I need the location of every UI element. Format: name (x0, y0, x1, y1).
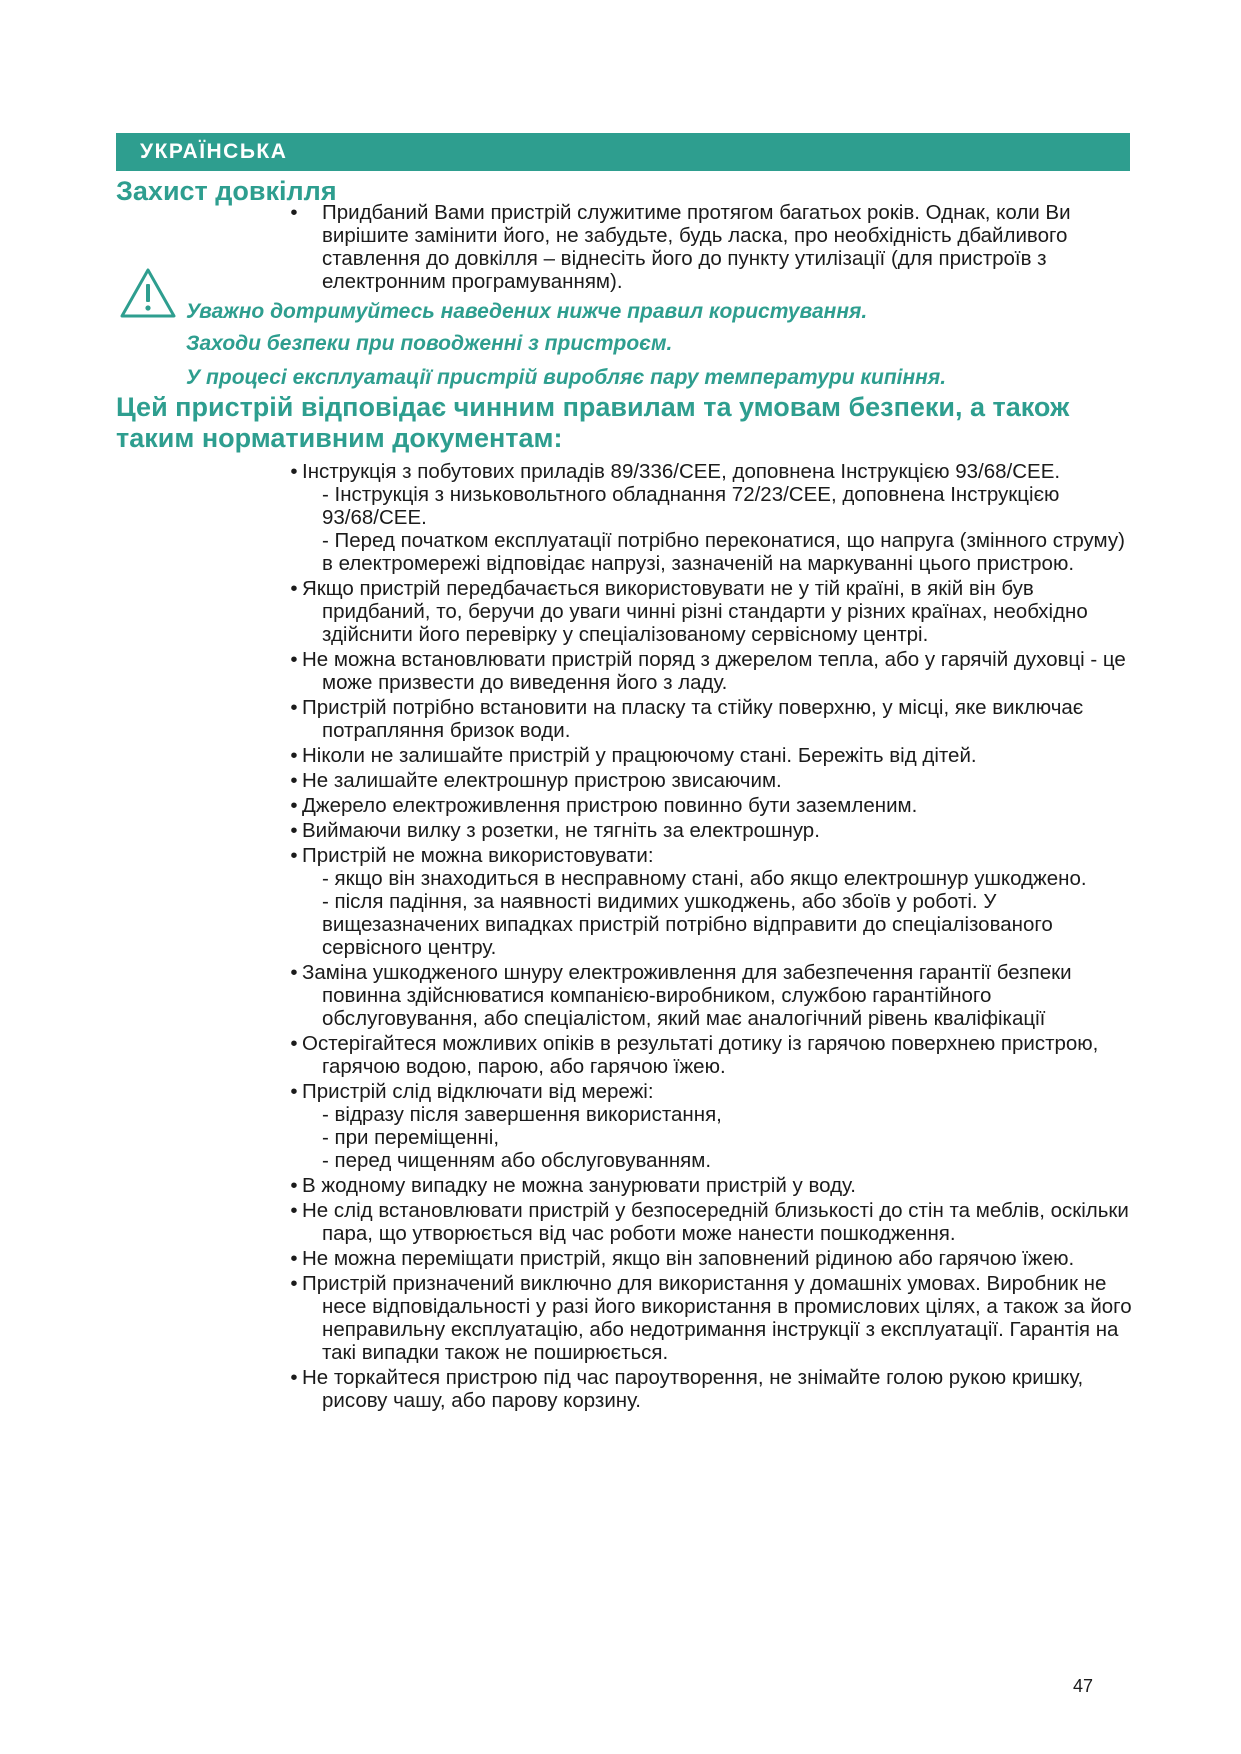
list-item-text: Не слід встановлювати пристрій у безпосередній близькості до стін та меблів, оскільки пара, що утворюється від час роботи може нанести пошкодження. (302, 1199, 1129, 1245)
language-header-bar (116, 133, 1130, 171)
list-item-text: Пристрій слід відключати від мережі: (302, 1080, 654, 1103)
bullet: • (290, 769, 298, 792)
list-item (288, 1199, 1138, 1245)
list-item-text: Заміна ушкодженого шнуру електроживлення для забезпечення гарантії безпеки повинна здійснюватися компанією-виробником, службою гарантійного обслуговування, або спеціалістом, який має аналогічний рівень кваліфікації (302, 961, 1072, 1030)
list-item-text: Якщо пристрій передбачається використовувати не у тій країні, в якій він був придбаний, то, беручи до уваги чинні різні стандарти у різних країнах, необхідно здійснити його перевірку у спеціалізованому сервісному центрі. (302, 577, 1088, 646)
list-item (288, 696, 1138, 742)
list-item (288, 648, 1138, 694)
list-item-text: Джерело електроживлення пристрою повинно бути заземленим. (302, 794, 918, 817)
list-subitem: - відразу після завершення використання, (322, 1103, 722, 1126)
list-item (288, 1247, 1138, 1270)
list-item (288, 1366, 1138, 1412)
list-item (288, 460, 1138, 575)
list-item (288, 1032, 1138, 1078)
list-item (288, 794, 1138, 817)
environment-heading: Захист довкілля (116, 176, 337, 206)
list-item-text: Ніколи не залишайте пристрій у працюючому стані. Бережіть від дітей. (302, 744, 977, 767)
list-item-text: Не можна переміщати пристрій, якщо він заповнений рідиною або гарячою їжею. (302, 1247, 1075, 1270)
compliance-heading: Цей пристрій відповідає чинним правилам та умовам безпеки, а також таким нормативним документам: (116, 392, 1070, 453)
list-item-text: Пристрій призначений виключно для використання у домашніх умовах. Виробник не несе відповідальності у разі його використання в промислових цілях, а також за його неправильну експлуатацію, або недотримання інструкції з експлуатації. Гарантія на такі випадки також не поширюється. (302, 1272, 1132, 1364)
bullet: • (290, 794, 298, 817)
list-item (288, 201, 1138, 293)
bullet: • (290, 648, 298, 671)
environment-text: Придбаний Вами пристрій служитиме протягом багатьох років. Однак, коли Ви вирішите замінити його, не забудьте, будь ласка, про необхідність дбайливого ставлення до довкілля – віднесіть його до пункту утилізації (для пристроїв з електронним програмуванням). (322, 201, 1071, 293)
list-subitem: - перед чищенням або обслуговуванням. (322, 1149, 712, 1172)
bullet: • (290, 460, 298, 483)
list-item-text: Пристрій не можна використовувати: (302, 844, 654, 867)
warning-text-2: Заходи безпеки при поводженні з пристроєм. (186, 332, 673, 355)
bullet: • (290, 1080, 298, 1103)
list-subitem: - Перед початком експлуатації потрібно переконатися, що напруга (змінного струму) в електромережі відповідає напрузі, зазначеній на маркуванні цього пристрою. (322, 529, 1125, 575)
bullet: • (290, 1032, 298, 1055)
environment-paragraph (288, 201, 1138, 295)
bullet: • (290, 744, 298, 767)
bullet: • (290, 1272, 298, 1295)
bullet: • (290, 844, 298, 867)
list-item (288, 744, 1138, 767)
list-item-text: В жодному випадку не можна занурювати пристрій у воду. (302, 1174, 856, 1197)
list-subitem: - Інструкція з низьковольтного обладнання 72/23/CEE, доповнена Інструкцією 93/68/CEE. (322, 483, 1060, 529)
list-item-text: Інструкція з побутових приладів 89/336/CEE, доповнена Інструкцією 93/68/CEE. (302, 460, 1061, 483)
page-number: 47 (1073, 1676, 1094, 1696)
list-item (288, 819, 1138, 842)
language-label: УКРАЇНСЬКА (140, 140, 288, 163)
list-item (288, 577, 1138, 646)
list-subitem: - якщо він знаходиться в несправному стані, або якщо електрошнур ушкоджено. (322, 867, 1087, 890)
bullet: • (290, 1199, 298, 1222)
bullet: • (290, 1247, 298, 1270)
bullet: • (290, 1174, 298, 1197)
bullet: • (290, 201, 298, 224)
list-item-text: Остерігайтеся можливих опіків в результаті дотику із гарячою поверхнею пристрою, гарячою водою, парою, або гарячою їжею. (302, 1032, 1099, 1078)
safety-list (288, 460, 1138, 1414)
list-item (288, 844, 1138, 959)
bullet: • (290, 961, 298, 984)
list-item-text: Виймаючи вилку з розетки, не тягніть за електрошнур. (302, 819, 820, 842)
bullet: • (290, 819, 298, 842)
list-item (288, 961, 1138, 1030)
list-item (288, 1174, 1138, 1197)
list-item (288, 1272, 1138, 1364)
list-item-text: Не залишайте електрошнур пристрою звисаючим. (302, 769, 782, 792)
warning-triangle-icon (119, 267, 177, 319)
bullet: • (290, 1366, 298, 1389)
list-subitem: - при переміщенні, (322, 1126, 500, 1149)
list-item-text: Не торкайтеся пристрою під час пароутворення, не знімайте голою рукою кришку, рисову чашу, або парову корзину. (302, 1366, 1084, 1412)
list-item (288, 1080, 1138, 1172)
list-item-text: Пристрій потрібно встановити на пласку та стійку поверхню, у місці, яке виключає потрапляння бризок води. (302, 696, 1084, 742)
bullet: • (290, 577, 298, 600)
list-item-text: Не можна встановлювати пристрій поряд з джерелом тепла, або у гарячій духовці - це може призвести до виведення його з ладу. (302, 648, 1126, 694)
warning-text-3: У процесі експлуатації пристрій виробляє пару температури кипіння. (186, 366, 947, 389)
list-subitem: - після падіння, за наявності видимих ушкоджень, або збоїв у роботі. У вищезазначених випадках пристрій потрібно відправити до спеціалізованого сервісного центру. (322, 890, 1053, 959)
bullet: • (290, 696, 298, 719)
list-item (288, 769, 1138, 792)
warning-text-1: Уважно дотримуйтесь наведених нижче правил користування. (186, 300, 868, 323)
